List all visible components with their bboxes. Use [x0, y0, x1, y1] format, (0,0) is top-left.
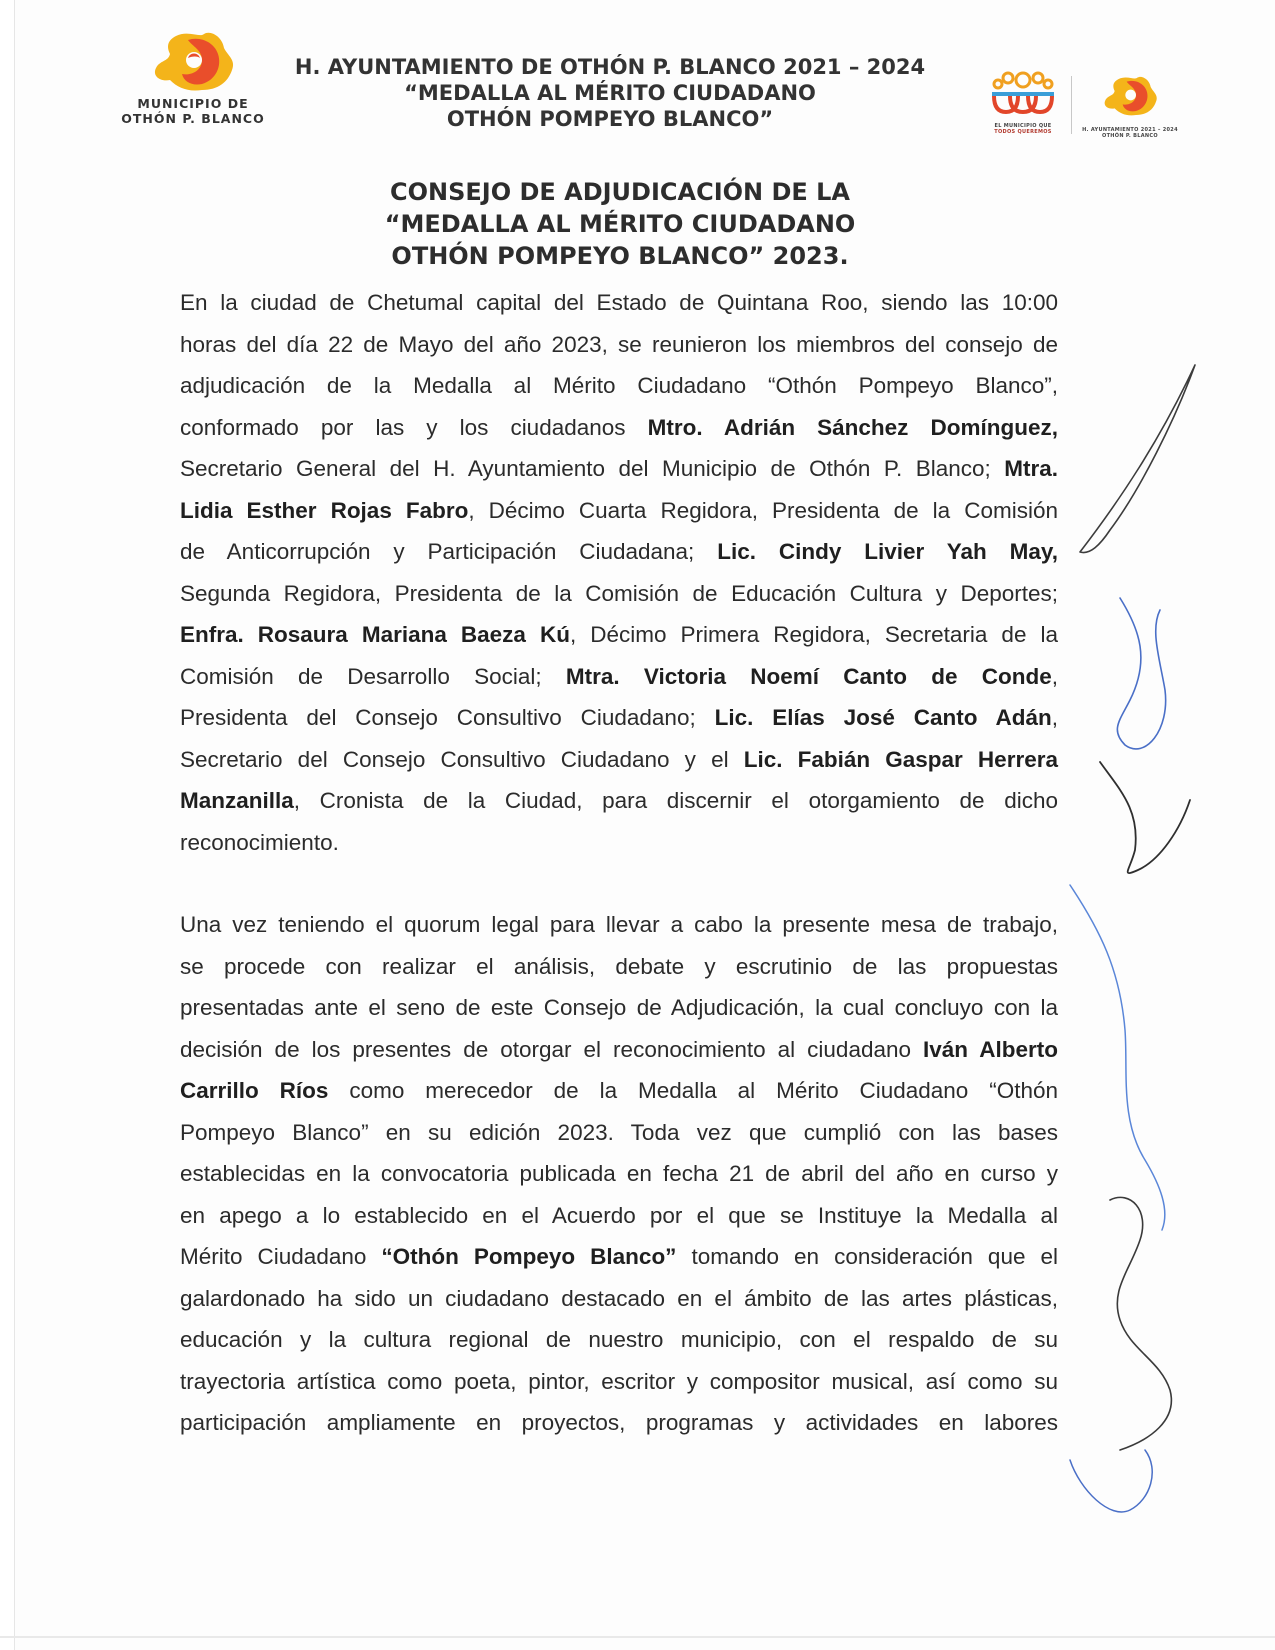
paragraph-award-decision — [180, 904, 1058, 1444]
line-text: En la ciudad de Chetumal capital del Estado de Quintana Roo, siendo las 10:00 — [180, 290, 1058, 315]
line-text: adjudicación de la Medalla al Mérito Ciudadano “Othón Pompeyo Blanco”, — [180, 373, 1058, 398]
header-title-line2: “MEDALLA AL MÉRITO CIUDADANO — [404, 81, 816, 105]
municipio-caption-line2: OTHÓN P. BLANCO — [121, 111, 265, 126]
document-title — [370, 176, 870, 272]
text-line — [180, 1112, 1058, 1154]
bold-name-text: Iván Alberto — [923, 1036, 1058, 1062]
logo1-caption-line2: TODOS QUEREMOS — [994, 129, 1052, 135]
bold-name-text: Lidia Esther Rojas Fabro — [180, 497, 469, 523]
text-line — [180, 1319, 1058, 1361]
bold-name-text: Lic. Cindy Livier Yah May, — [717, 539, 1059, 564]
line-text: Una vez teniendo el quorum legal para llevar a cabo la presente mesa de trabajo, — [180, 912, 1058, 937]
text-line — [180, 614, 1058, 656]
text-line — [180, 1029, 1058, 1071]
line-text: en apego a lo establecido en el Acuerdo por el que se Instituye la Medalla al — [180, 1202, 1058, 1228]
bold-name-text: Manzanilla — [180, 788, 294, 813]
line-text: , — [1051, 663, 1058, 689]
right-logos — [986, 66, 1186, 146]
text-line — [180, 324, 1058, 366]
bold-name-text: Mtro. Adrián Sánchez Domínguez, — [647, 414, 1058, 440]
text-line — [180, 780, 1058, 822]
bold-name-text: Lic. Elías José Canto Adán — [714, 705, 1052, 730]
text-line — [180, 946, 1058, 988]
bold-name-text: Mtra. Victoria Noemí Canto de Conde — [565, 663, 1052, 689]
line-text: Mérito Ciudadano — [180, 1244, 382, 1269]
line-text: tomando en consideración que el — [676, 1244, 1058, 1269]
line-text: , Cronista de la Ciudad, para discernir el otorgamiento de dicho — [293, 788, 1058, 813]
text-line — [180, 1278, 1058, 1320]
header-title-line1: H. AYUNTAMIENTO DE OTHÓN P. BLANCO 2021 – 2024 — [294, 55, 926, 79]
line-text: Presidenta del Consejo Consultivo Ciudadano; — [180, 705, 715, 730]
document-body — [180, 282, 1058, 1444]
line-text: decisión de los presentes de otorgar el reconocimiento al ciudadano — [180, 1036, 924, 1062]
document-title-line1: CONSEJO DE ADJUDICACIÓN DE LA — [389, 178, 851, 206]
municipio-que-queremos-logo — [986, 66, 1060, 135]
line-text: Comisión de Desarrollo Social; — [180, 663, 566, 689]
logo-divider — [1071, 76, 1072, 134]
logo2-caption-line2: OTHÓN P. BLANCO — [1102, 133, 1158, 139]
line-text: galardonado ha sido un ciudadano destacado en el ámbito de las artes plásticas, — [180, 1285, 1058, 1311]
line-text: horas del día 22 de Mayo del año 2023, se reunieron los miembros del consejo de — [180, 331, 1058, 357]
signature-6 — [1070, 1450, 1152, 1512]
line-text: , — [1051, 705, 1059, 730]
logo2-caption-line1: H. AYUNTAMIENTO 2021 – 2024 — [1082, 127, 1178, 133]
line-text: Pompeyo Blanco” en su edición 2023. Toda vez que cumplió con las bases — [180, 1119, 1058, 1145]
bold-name-text: “Othón Pompeyo Blanco” — [381, 1244, 677, 1269]
line-text: se procede con realizar el análisis, debate y escrutinio de las propuestas — [180, 953, 1058, 979]
text-line — [180, 1070, 1058, 1112]
header-title — [290, 54, 930, 132]
line-text: presentadas ante el seno de este Consejo de Adjudicación, la cual concluyo con la — [180, 995, 1058, 1020]
sun-waves-emblem-icon — [988, 66, 1058, 118]
bold-name-text: Mtra. — [1004, 456, 1058, 481]
line-text: establecidas en la convocatoria publicada en fecha 21 de abril del año en curso y — [180, 1161, 1058, 1186]
signature-3 — [1100, 762, 1190, 873]
municipio-emblem-icon — [148, 30, 238, 96]
bold-name-text: Enfra. Rosaura Mariana Baeza Kú — [180, 622, 570, 647]
text-line — [180, 282, 1058, 324]
text-line — [180, 1236, 1058, 1278]
text-line — [180, 656, 1058, 698]
bold-name-text: Lic. Fabián Gaspar Herrera — [743, 746, 1058, 772]
document-title-line3: OTHÓN POMPEYO BLANCO” 2023. — [391, 242, 849, 270]
ayuntamiento-emblem-icon — [1100, 72, 1160, 122]
line-text: Secretario General del H. Ayuntamiento del Municipio de Othón P. Blanco; — [180, 456, 1005, 481]
line-text: Segunda Regidora, Presidenta de la Comisión de Educación Cultura y Deportes; — [180, 580, 1058, 606]
line-text: participación ampliamente en proyectos, programas y actividades en labores — [180, 1410, 1058, 1435]
line-text: Secretario del Consejo Consultivo Ciudadano y el — [180, 746, 744, 772]
text-line — [180, 490, 1058, 532]
ayuntamiento-logo — [1082, 72, 1178, 139]
page-bottom-edge — [0, 1636, 1275, 1638]
line-text: educación y la cultura regional de nuestro municipio, con el respaldo de su — [180, 1327, 1058, 1352]
text-line — [180, 1402, 1058, 1444]
line-text: conformado por las y los ciudadanos — [180, 414, 648, 440]
text-line — [180, 1153, 1058, 1195]
text-line — [180, 573, 1058, 615]
line-text: de Anticorrupción y Participación Ciudadana; — [180, 539, 718, 564]
logo1-caption-line1: EL MUNICIPIO QUE — [994, 123, 1052, 129]
line-text: , Décimo Cuarta Regidora, Presidenta de la Comisión — [468, 497, 1058, 523]
signature-5 — [1110, 1197, 1171, 1450]
text-line — [180, 365, 1058, 407]
text-line — [180, 739, 1058, 781]
text-line — [180, 987, 1058, 1029]
line-text: trayectoria artística como poeta, pintor, escritor y compositor musical, así como su — [180, 1368, 1058, 1394]
municipio-logo — [118, 30, 268, 136]
signature-1 — [1080, 365, 1195, 553]
line-text: , Décimo Primera Regidora, Secretaria de la — [569, 622, 1058, 647]
text-line — [180, 531, 1058, 573]
text-line — [180, 1195, 1058, 1237]
signature-4 — [1070, 885, 1165, 1230]
text-line — [180, 904, 1058, 946]
document-title-line2: “MEDALLA AL MÉRITO CIUDADANO — [384, 210, 856, 238]
line-text: como merecedor de la Medalla al Mérito Ciudadano “Othón — [328, 1078, 1058, 1103]
municipio-caption-line1: MUNICIPIO DE — [137, 96, 249, 111]
text-line — [180, 448, 1058, 490]
handwritten-signatures — [1050, 330, 1275, 1560]
text-line — [180, 822, 1058, 864]
text-line — [180, 407, 1058, 449]
bold-name-text: Carrillo Ríos — [180, 1078, 329, 1103]
header-title-line3: OTHÓN POMPEYO BLANCO” — [446, 107, 774, 131]
text-line — [180, 1361, 1058, 1403]
text-line — [180, 697, 1058, 739]
signature-2 — [1117, 598, 1165, 749]
paragraph-meeting-attendees — [180, 282, 1058, 863]
line-text: reconocimiento. — [180, 829, 339, 855]
